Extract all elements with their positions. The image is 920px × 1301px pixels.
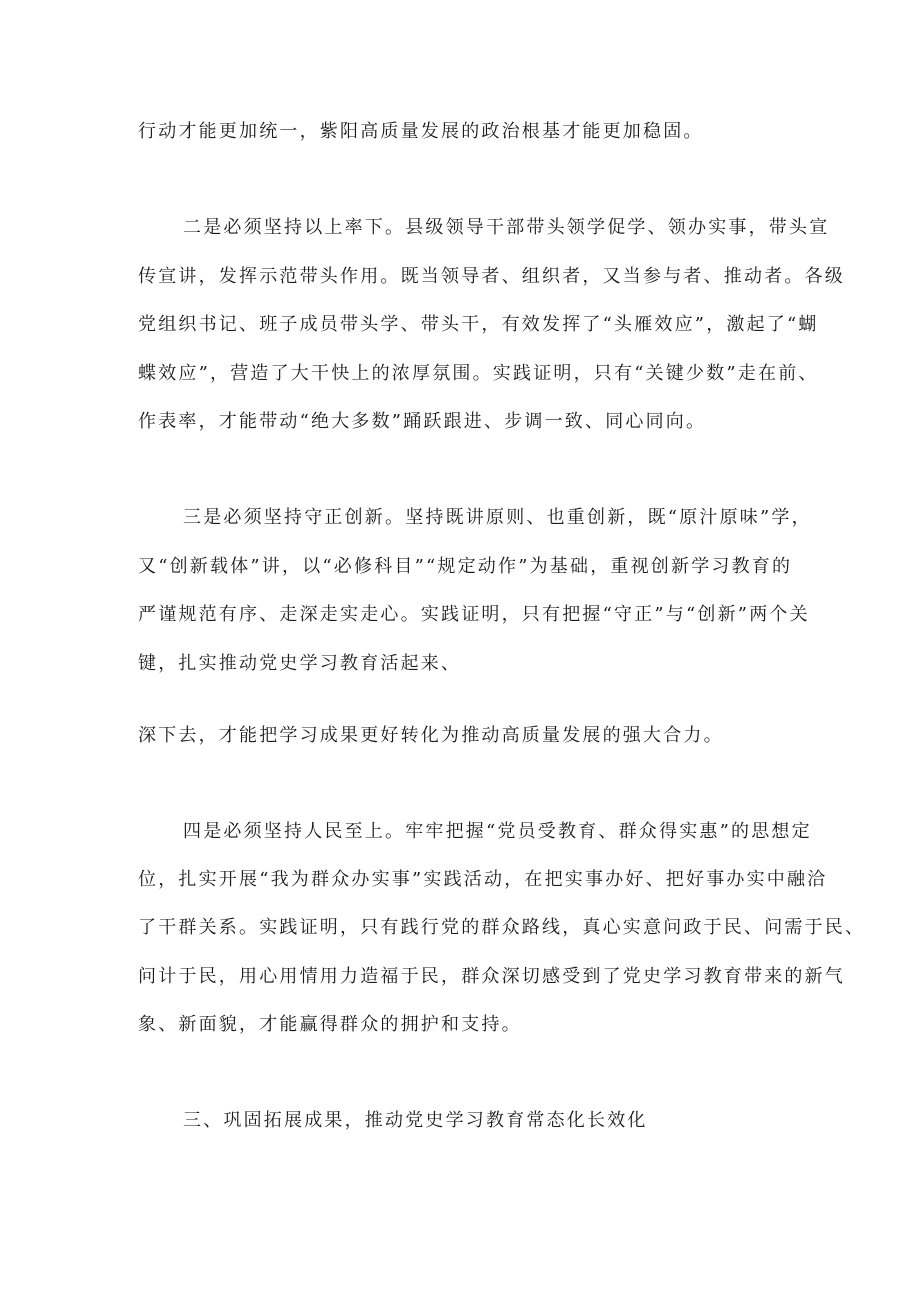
text-line: 四是必须坚持人民至上。牢牢把握“党员受教育、群众得实惠”的思想定 <box>183 821 812 842</box>
text-line: 行动才能更加统一，紫阳高质量发展的政治根基才能更加稳固。 <box>138 121 704 142</box>
text-line: 二是必须坚持以上率下。县级领导干部带头领学促学、领办实事，带头宣 <box>183 217 830 238</box>
text-line: 象、新面貌，才能赢得群众的拥护和支持。 <box>138 1014 522 1035</box>
text-line: 又“创新载体”讲，以“必修科目”“规定动作”为基础，重视创新学习教育的 <box>138 556 793 577</box>
text-line: 蝶效应”，营造了大干快上的浓厚氛围。实践证明，只有“关键少数”走在前、 <box>138 363 819 384</box>
text-line: 严谨规范有序、走深走实走心。实践证明，只有把握“守正”与“创新”两个关 <box>138 604 810 625</box>
section-heading: 三、巩固拓展成果，推动党史学习教育常态化长效化 <box>183 1110 648 1131</box>
text-line: 深下去，才能把学习成果更好转化为推动高质量发展的强大合力。 <box>138 725 724 746</box>
text-line: 位，扎实开展“我为群众办实事”实践活动，在把实事办好、把好事办实中融洽 <box>138 869 828 890</box>
text-line: 了干群关系。实践证明，只有践行党的群众路线，真心实意问政于民、问需于民、 <box>138 917 866 938</box>
text-line: 作表率，才能带动“绝大多数”踊跃跟进、步调一致、同心同向。 <box>138 411 707 432</box>
text-line: 党组织书记、班子成员带头学、带头干，有效发挥了“头雁效应”，激起了“蝴 <box>138 314 819 335</box>
text-line: 三是必须坚持守正创新。坚持既讲原则、也重创新，既“原汁原味”学， <box>183 507 812 528</box>
text-line: 键，扎实推动党史学习教育活起来、 <box>138 653 462 674</box>
text-line: 传宣讲，发挥示范带头作用。既当领导者、组织者，又当参与者、推动者。各级 <box>138 266 845 287</box>
text-line: 问计于民，用心用情用力造福于民，群众深切感受到了党史学习教育带来的新气 <box>138 966 845 987</box>
